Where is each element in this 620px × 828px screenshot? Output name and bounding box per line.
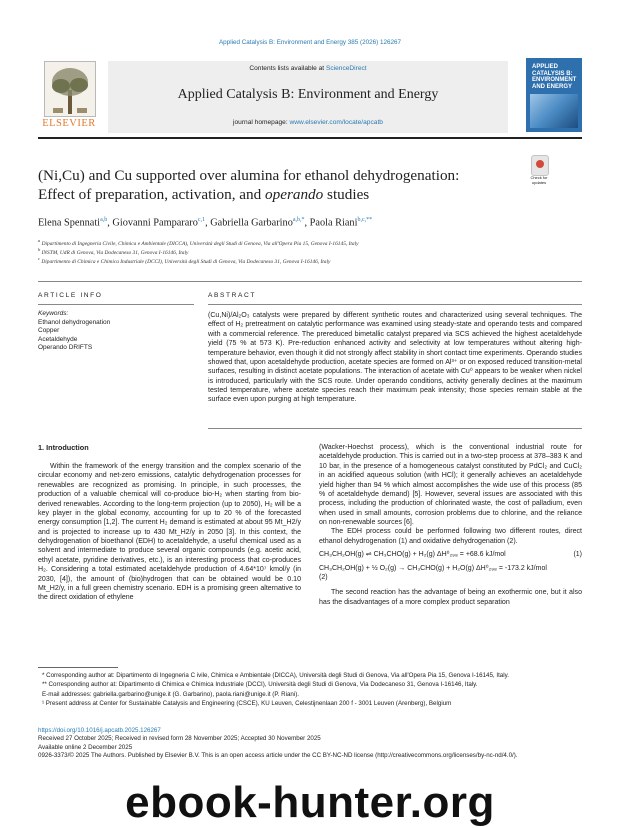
masthead	[38, 58, 582, 134]
footnotes	[38, 672, 582, 710]
doi-link[interactable]: https://doi.org/10.1016/j.apcatb.2025.126267	[38, 727, 161, 734]
title-end: studies	[323, 185, 370, 203]
cover-art-icon	[530, 94, 578, 128]
footnote-emails[interactable]: E-mail addresses: gabriella.garbarino@unige.it (G. Garbarino), paola.riani@unige.it (P. Riani).	[42, 690, 299, 698]
body-paragraph: The EDH process could be performed following two different routes, direct ethanol dehydrogenation (1) and oxidative dehydrogenation (2).	[319, 528, 582, 545]
homepage-line	[108, 119, 508, 126]
author-name[interactable]: Paola Riani	[309, 217, 358, 229]
received-dates: Received 27 October 2025; Received in revised form 28 November 2025; Accepted 30 November 2025	[38, 735, 321, 743]
sciencedirect-link[interactable]: ScienceDirect	[325, 65, 367, 72]
cover-title: APPLIED CATALYSIS B: ENVIRONMENT AND ENERGY	[532, 64, 577, 90]
affiliation-sup: b	[38, 247, 41, 252]
affiliation-c	[38, 256, 330, 265]
check-for-updates-button[interactable]	[525, 155, 553, 185]
contents-line	[108, 65, 508, 72]
article-title	[38, 167, 486, 204]
footnote: * Corresponding author at: Dipartimento di Ingegneria C ivile, Chimica e Ambientale (DICCA), Università degli Studi di Genova, Via all'Opera Pia 15, Genova I-16145, Italy.	[42, 672, 509, 679]
body-paragraph: Within the framework of the energy transition and the complex scenario of the circular economy and net-zero emissions, catalytic dehydrogenation processes for renewables are recognized as promising. In principle, in such processes, the production of a valuable chemical will co-produce bio-H₂ when starting from bio-derived renewables. According to the long-term projection (up to 2050), H₂ will be a key player in the global economy, accounting for up to 20 % of the forecasted energy consumption [1,2]. The current H₂ demand is estimated at about 95 Mt_H2/y and is projected to increase up to 430 Mt_H2/y in 2050 [3]. In this context, the dehydrogenation of bioethanol (EDH) to acetaldehyde, a useful chemical used as a solvent and intermediate to produce several organic compounds (e.g. acetic acid, ethyl acetate, pyridine derivatives, etc.), is an interesting process that co-produces H₂. Considering a total estimated acetaldehyde production of 4.64*10⁷ kmol/y (in 2030, [4]), the amount of (bio)hydrogen that can be obtained would be 0.10 Mt_H2/y, in a full green chemistry scenario. EDH is a promising green alternative to the direct oxidation of ethylene	[38, 463, 301, 602]
license-text[interactable]: 0926-3373/© 2025 The Authors. Published by Elsevier B.V. This is an open access article under the CC BY-NC-ND license (http://creativecommons.org/licenses/by-nc-nd/4.0/).	[38, 751, 518, 759]
title-main: (Ni,Cu) and Cu supported over alumina for ethanol dehydrogenation: Effect of preparation, activation, and	[38, 167, 460, 203]
affiliation-rule	[38, 281, 582, 282]
available-online: Available online 2 December 2025	[38, 743, 133, 751]
abstract-rule	[208, 304, 582, 305]
affiliation-text: Dipartimento di Chimica e Chimica Industriale (DCCI), Università degli Studi di Genova, Via Dodecaneso 31, Genova I-16146, Italy	[41, 258, 331, 265]
affiliation-text: Dipartimento di Ingegneria Civile, Chimica e Ambientale (DICCA), Università degli Studi di Genova, Via all'Opera Pia 15, Genova I-16145, Italy	[41, 240, 359, 247]
header-rule	[38, 137, 582, 139]
keyword: Ethanol dehydrogenation	[38, 318, 111, 326]
footnote: ** Corresponding author at: Dipartimento di Chimica e Chimica Industriale (DCCI), Università degli Studi di Genova, Via Dodecaneso 31, Genova I-16146, Italy.	[42, 681, 478, 689]
abstract-heading: ABSTRACT	[208, 292, 256, 299]
equation-expression: CH₃CH₂OH(g) + ½ O₂(g) → CH₃CHO(g) + H₂O(g) ΔH⁰₂₉₈ = -173.2 kJ/mol	[319, 564, 547, 572]
author-name[interactable]: Elena Spennati	[38, 217, 101, 229]
author-affil-sup[interactable]: c,1	[197, 217, 206, 223]
author-list: Elena Spennati$^{a,b}$, Giovanni Pampararo$^{c,1}$, Gabriella Garbarino$^{a,b,*}$, Paola Riani$^{b,c,**}$	[38, 217, 373, 229]
watermark: ebook-hunter.org	[125, 778, 495, 827]
tree-logo-icon	[44, 61, 96, 117]
publisher-wordmark: ELSEVIER	[42, 118, 96, 129]
author-affil-sup[interactable]: b,c,**	[357, 217, 373, 223]
title-operando: operando	[265, 185, 324, 203]
keyword: Operando DRIFTS	[38, 344, 93, 352]
affiliation-a	[38, 238, 358, 247]
elsevier-logo[interactable]	[38, 61, 100, 131]
body-column-right	[319, 443, 582, 607]
article-info-heading: ARTICLE INFO	[38, 292, 103, 299]
journal-cover[interactable]	[526, 58, 582, 132]
keyword: Copper	[38, 327, 60, 335]
equation-number: (2)	[319, 573, 328, 581]
check-updates-icon	[531, 155, 549, 176]
equation-2	[319, 564, 582, 583]
contents-prefix: Contents lists available at	[249, 65, 326, 72]
article-info-rule	[38, 304, 194, 305]
masthead-center	[108, 61, 508, 133]
footnote-rule	[38, 667, 118, 668]
equation-expression: CH₃CH₂OH(g) ⇌ CH₃CHO(g) + H₂(g) ΔH⁰₂₉₈ = +68.6 kJ/mol	[319, 551, 506, 559]
affiliation-sup: a	[38, 238, 41, 243]
keywords-block	[38, 310, 194, 353]
publication-info	[38, 727, 582, 760]
footnote: ¹ Present address at Center for Sustainable Catalysis and Engineering (CSCE), KU Leuven, Celestijnenlaan 200 f - 3001 Leuven (Arenberg), Belgium	[42, 700, 452, 708]
author-affil-sup[interactable]: a,b	[100, 217, 108, 223]
affiliation-sup: c	[38, 256, 40, 261]
equation-number: (1)	[573, 551, 582, 559]
affiliation-b	[38, 247, 188, 256]
equation-1	[319, 550, 582, 559]
keyword: Acetaldehyde	[38, 335, 78, 343]
homepage-link[interactable]: www.elsevier.com/locate/apcatb	[289, 119, 383, 126]
section-heading-introduction: 1. Introduction	[38, 443, 89, 452]
abstract-bottom-rule	[208, 428, 582, 429]
abstract-text: (Cu,Ni)/Al₂O₃ catalysts were prepared by different synthetic routes and characterized using several techniques. The effect of H₂ pretreatment on catalytic performance was examined using steady-state and operando tests and compared with a commercial reference. The prereduced bimetallic catalyst prepared via SCS achieved the highest acetaldehyde yield (75 % at 573 K). Pre-reduction enhanced activity and selectivity at low temperatures without altering high-temperature behavior, even though it did not strongly affect stability in short contact time experiments. Operando studies showed that, upon acetaldehyde production, acetate species are formed on Al³⁺ or on exposed reduced transition-metal surfaces, resulting in distinct acetate populations. The interaction of acetate with Cu⁰ appears to be weaker when nickel is introduced, particularly with the SCS route. Under operando conditions, activity generally declines at the maximum tested temperature, where acetate species reach their maximum peak intensity; those species remain stable at the surface even upon purging at high temperature.	[208, 312, 582, 404]
journal-citation[interactable]: Applied Catalysis B: Environment and Energy 385 (2026) 126267	[218, 39, 402, 46]
author-affil-sup[interactable]: a,b,*	[292, 217, 305, 223]
keywords-label: Keywords:	[38, 310, 69, 317]
body-paragraph: The second reaction has the advantage of being an exothermic one, but it also has the disadvantages of a more complex product separation	[319, 589, 582, 606]
author-name[interactable]: Giovanni Pampararo	[112, 217, 198, 229]
body-paragraph: (Wacker-Hoechst process), which is the conventional industrial route for acetaldehyde production. This is carried out in a two-step process at 378–383 K and 10 bar, in the presence of a homogeneous catalyst constituted by PdCl₂ and CuCl₂ in an acidified aqueous solution (with HCl); it generally achieves an acetaldehyde yield higher than 94 % which almost accomplishes the wide use of this process (85 % of acetaldehyde demand) [5]. However, several issues are associated with this process, including the production of chlorinated waste, the cost of palladium, even when used in small amounts, corrosion problems due to chlorine, and the reliance on non-renewable sources [6].	[319, 444, 582, 526]
author-name[interactable]: Gabriella Garbarino	[210, 217, 293, 229]
check-updates-label: Check for updates	[530, 175, 548, 185]
journal-title: Applied Catalysis B: Environment and Energy	[177, 87, 439, 102]
homepage-prefix: journal homepage:	[233, 119, 290, 126]
body-column-left	[38, 462, 301, 603]
affiliation-text: INSTM, UdR di Genova, Via Dodecaneso 31, Genova I-16146, Italy	[41, 249, 189, 256]
